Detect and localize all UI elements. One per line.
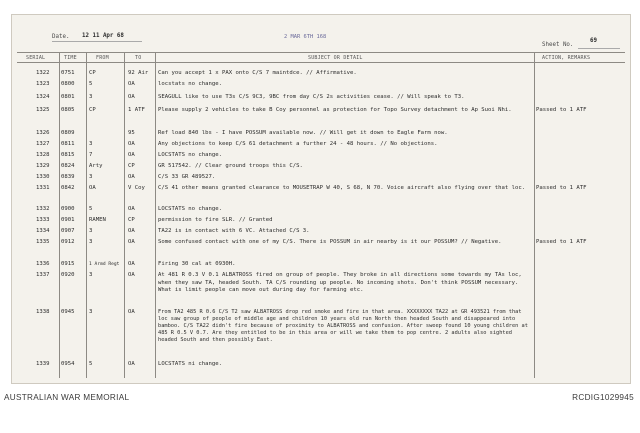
- to: OA: [128, 361, 135, 367]
- footer-source: AUSTRALIAN WAR MEMORIAL: [4, 393, 130, 402]
- from: 5: [89, 81, 93, 87]
- from: 3: [89, 228, 93, 234]
- time: 0920: [61, 272, 75, 278]
- to: OA: [128, 206, 135, 212]
- time: 0954: [61, 361, 75, 367]
- from: 3: [89, 174, 93, 180]
- date-label: Date.: [52, 34, 70, 40]
- time: 0912: [61, 239, 75, 245]
- serial: 1322: [36, 70, 50, 76]
- detail: LOCSTATS no change.: [158, 206, 222, 212]
- to: CP: [128, 217, 135, 223]
- time: 0907: [61, 228, 75, 234]
- time: 0839: [61, 174, 75, 180]
- time: 0800: [61, 81, 75, 87]
- to: OA: [128, 239, 135, 245]
- serial: 1329: [36, 163, 50, 169]
- time: 0801: [61, 94, 75, 100]
- detail: SEAGULL like to use T3s C/S 9C3, 9BC from day C/S 2s activities cease. // Will speak to T3.: [158, 94, 465, 100]
- serial: 1330: [36, 174, 50, 180]
- col-header-serial: SERIAL: [26, 55, 46, 61]
- to: OA: [128, 228, 135, 234]
- col-header-to: TO: [135, 55, 142, 61]
- log-sheet: [11, 14, 631, 384]
- footer-id: RCDIG1029945: [572, 393, 634, 402]
- col-rule-4: [155, 52, 156, 378]
- serial: 1334: [36, 228, 50, 234]
- detail: Please supply 2 vehicles to take B Coy personnel as protection for Topo Survey detachment to Ap Suoi Nhi.: [158, 107, 512, 113]
- date-stamp: 2 MAR 6TH 168: [284, 34, 327, 40]
- serial: 1327: [36, 141, 50, 147]
- to: OA: [128, 261, 135, 267]
- from: 3: [89, 309, 93, 315]
- to: 95: [128, 130, 135, 136]
- col-rule-3: [124, 52, 125, 378]
- from: 3: [89, 94, 93, 100]
- from: 3: [89, 272, 93, 278]
- date-value: 12 11 Apr 68: [82, 33, 124, 39]
- serial: 1333: [36, 217, 50, 223]
- time: 0901: [61, 217, 75, 223]
- to: OA: [128, 152, 135, 158]
- serial: 1328: [36, 152, 50, 158]
- detail: LOCSTATS no change.: [158, 152, 222, 158]
- to: CP: [128, 163, 135, 169]
- detail: At 481 R 0.3 V 0.1 ALBATROSS fired on group of people. They broke in all directions some towards my TAs loc, when they saw TA, headed South. TA C/S rounding up people. No incoming shots. Don't think POSSUM necessary. What is limit people can move out during day for farming etc.: [158, 272, 522, 294]
- detail: LOCSTATS ni change.: [158, 361, 222, 367]
- detail: locstats no change.: [158, 81, 222, 87]
- to: OA: [128, 141, 135, 147]
- serial: 1337: [36, 272, 50, 278]
- to: OA: [128, 309, 135, 315]
- col-header-time: TIME: [64, 55, 77, 61]
- from: 5: [89, 206, 93, 212]
- to: V Coy: [128, 185, 145, 191]
- col-rule-2: [86, 52, 87, 378]
- time: 0842: [61, 185, 75, 191]
- from: 1 Armd Regt: [89, 262, 120, 267]
- serial: 1324: [36, 94, 50, 100]
- from: 3: [89, 239, 93, 245]
- from: 5: [89, 361, 93, 367]
- detail: C/S 41 other means granted clearance to MOUSETRAP W 40, S 68, N 70. Voice aircraft also flying over that loc.: [158, 185, 526, 191]
- serial: 1325: [36, 107, 50, 113]
- time: 0815: [61, 152, 75, 158]
- time: 0915: [61, 261, 75, 267]
- from: 7: [89, 152, 93, 158]
- detail: Can you accept 1 x PAX onto C/S 7 maintdce. // Affirmative.: [158, 70, 357, 76]
- detail: Ref load 840 lbs - I have POSSUM available now. // Will get it down to Eagle Farm now.: [158, 130, 448, 136]
- sheet-underline: [578, 48, 620, 49]
- serial: 1323: [36, 81, 50, 87]
- action: Passed to 1 ATF: [536, 185, 587, 191]
- serial: 1326: [36, 130, 50, 136]
- from: CP: [89, 70, 96, 76]
- col-header-from: FROM: [96, 55, 109, 61]
- to: OA: [128, 174, 135, 180]
- from: 3: [89, 141, 93, 147]
- serial: 1336: [36, 261, 50, 267]
- detail: Firing 30 cal at 0930H.: [158, 261, 236, 267]
- time: 0824: [61, 163, 75, 169]
- detail: From TA2 485 R 0.6 C/S T2 saw ALBATROSS drop red smoke and fire in that area. XXXXXXXX TA22 at GR 493521 from that loc saw group of people of middle age and children 10 years old run North then headed South and disappeared into bamboo. C/S TA22 didn't fire because of proximity to ALBATROSS and confusion. After sweep found 10 young children at 485 R 0.5 V 0.7. Are they entitled to be in this area or will we take them to pop centre. 2 adults also sighted headed South and then possibly East.: [158, 309, 528, 343]
- to: OA: [128, 81, 135, 87]
- time: 0900: [61, 206, 75, 212]
- sheet-no-value: 69: [590, 38, 597, 44]
- col-rule-1: [59, 52, 60, 378]
- sheet-no-label: Sheet No.: [542, 42, 574, 48]
- action: Passed to 1 ATF: [536, 239, 587, 245]
- serial: 1335: [36, 239, 50, 245]
- action: Passed to 1 ATF: [536, 107, 587, 113]
- serial: 1338: [36, 309, 50, 315]
- detail: GR 517542. // Clear ground troops this C/S.: [158, 163, 303, 169]
- from: CP: [89, 107, 96, 113]
- from: Arty: [89, 163, 103, 169]
- detail: TA22 is in contact with 6 VC. Attached C/S 3.: [158, 228, 310, 234]
- col-header-action: ACTION, REMARKS: [542, 55, 591, 61]
- to: 92 Air: [128, 70, 149, 76]
- to: OA: [128, 272, 135, 278]
- to: OA: [128, 94, 135, 100]
- detail: Some confused contact with one of my C/S. There is POSSUM in air nearby is it our POSSUM? // Negative.: [158, 239, 502, 245]
- detail: Any objections to keep C/S 61 detachment a further 24 - 48 hours. // No objections.: [158, 141, 438, 147]
- serial: 1332: [36, 206, 50, 212]
- serial: 1339: [36, 361, 50, 367]
- time: 0945: [61, 309, 75, 315]
- detail: permission to fire SLR. // Granted: [158, 217, 273, 223]
- serial: 1331: [36, 185, 50, 191]
- detail: C/S 33 GR 489527.: [158, 174, 216, 180]
- date-underline: [52, 41, 142, 42]
- from: RAMEN: [89, 217, 106, 223]
- col-rule-5: [534, 52, 535, 378]
- time: 0809: [61, 130, 75, 136]
- time: 0751: [61, 70, 75, 76]
- to: 1 ATF: [128, 107, 145, 113]
- time: 0811: [61, 141, 75, 147]
- from: OA: [89, 185, 96, 191]
- col-header-event: SUBJECT OR DETAIL: [308, 55, 363, 61]
- time: 0805: [61, 107, 75, 113]
